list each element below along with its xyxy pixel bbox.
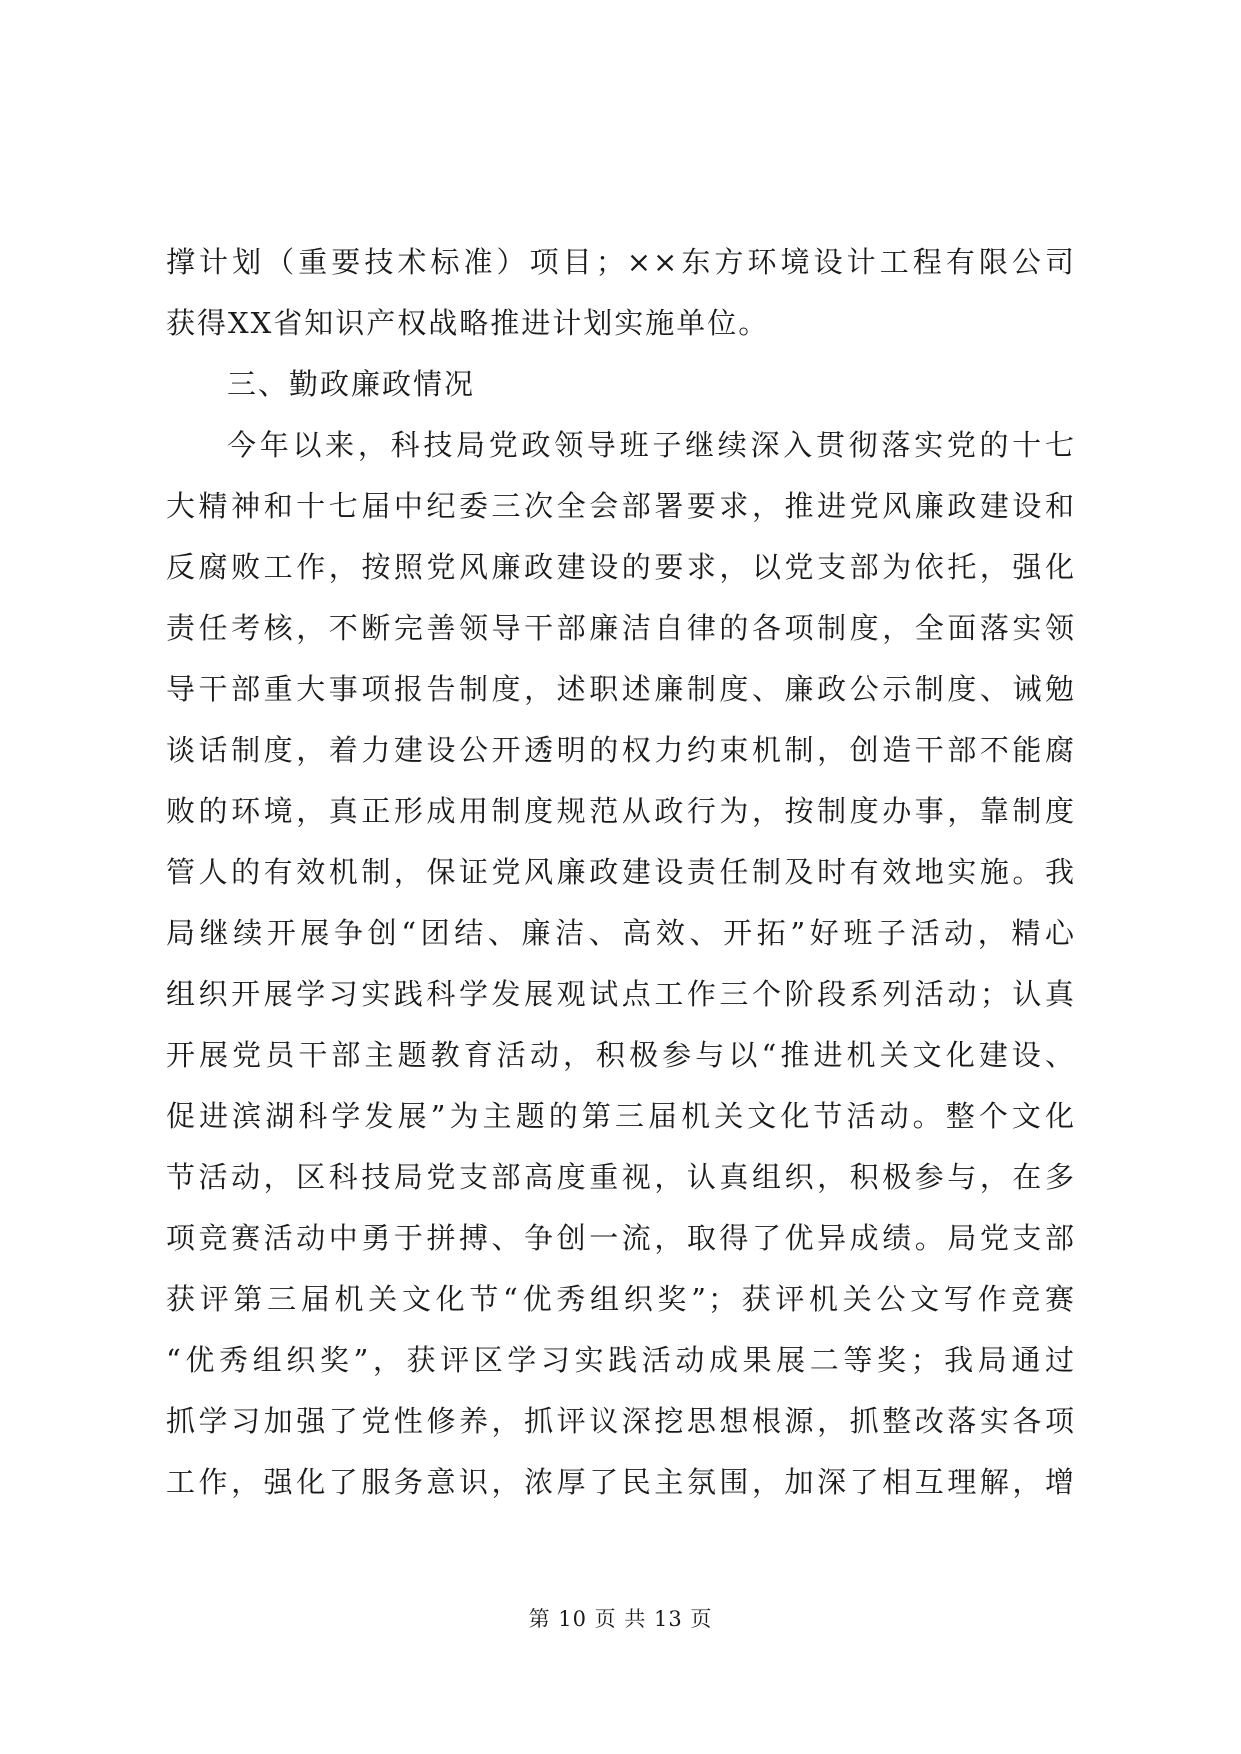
body-line: 责任考核，不断完善领导干部廉洁自律的各项制度，全面落实领	[166, 611, 1076, 645]
body-line: 导干部重大事项报告制度，述职述廉制度、廉政公示制度、诫勉	[166, 672, 1076, 706]
body-line: 败的环境，真正形成用制度规范从政行为，按制度办事，靠制度	[166, 794, 1076, 828]
body-line: 撑计划（重要技术标准）项目；××东方环境设计工程有限公司	[166, 245, 1076, 279]
body-line: 促进滨湖科学发展”为主题的第三届机关文化节活动。整个文化	[166, 1099, 1076, 1133]
body-line: 谈话制度，着力建设公开透明的权力约束机制，创造干部不能腐	[166, 733, 1076, 767]
body-line: 获得XX省知识产权战略推进计划实施单位。	[166, 306, 770, 340]
body-line: 组织开展学习实践科学发展观试点工作三个阶段系列活动；认真	[166, 977, 1076, 1011]
body-line: 抓学习加强了党性修养，抓评议深挖思想根源，抓整改落实各项	[166, 1404, 1076, 1438]
document-body	[166, 232, 1076, 1513]
body-line: “优秀组织奖”，获评区学习实践活动成果展二等奖；我局通过	[166, 1343, 1076, 1377]
body-line: 局继续开展争创“团结、廉洁、高效、开拓”好班子活动，精心	[166, 916, 1076, 950]
body-line: 反腐败工作，按照党风廉政建设的要求，以党支部为依托，强化	[166, 550, 1076, 584]
body-line: 管人的有效机制，保证党风廉政建设责任制及时有效地实施。我	[166, 855, 1076, 889]
paragraph-first-line: 今年以来，科技局党政领导班子继续深入贯彻落实党的十七	[227, 428, 1076, 462]
body-line: 获评第三届机关文化节“优秀组织奖”；获评机关公文写作竞赛	[166, 1282, 1076, 1316]
body-line: 项竞赛活动中勇于拼搏、争创一流，取得了优异成绩。局党支部	[166, 1221, 1076, 1255]
body-line: 节活动，区科技局党支部高度重视，认真组织，积极参与，在多	[166, 1160, 1076, 1194]
body-line: 工作，强化了服务意识，浓厚了民主氛围，加深了相互理解，增	[166, 1465, 1076, 1499]
body-line: 大精神和十七届中纪委三次全会部署要求，推进党风廉政建设和	[166, 489, 1076, 523]
section-heading: 三、勤政廉政情况	[227, 367, 476, 401]
page-number-footer: 第 10 页 共 13 页	[528, 1607, 713, 1631]
body-line: 开展党员干部主题教育活动，积极参与以“推进机关文化建设、	[166, 1038, 1076, 1072]
